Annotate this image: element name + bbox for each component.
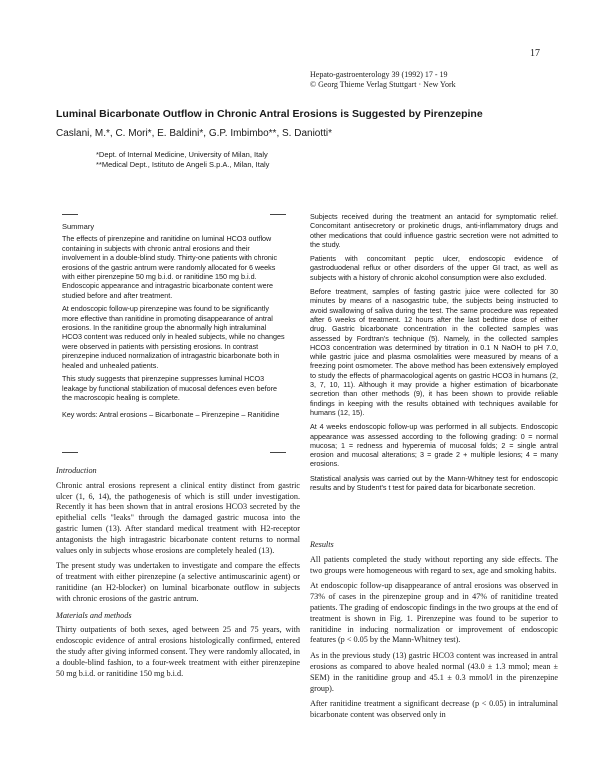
body-paragraph: Statistical analysis was carried out by the Mann-Whitney test for endoscopic results and by Student's t test for paired data for bicarbonate secretion.	[310, 473, 558, 493]
summary-bottom-rule-right	[270, 452, 286, 453]
body-paragraph: Thirty outpatients of both sexes, aged between 25 and 75 years, with endoscopic evidence of antral erosions histologically confirmed, entered the study after giving informed consent. They were randomly allocated, in a double-blind fashion, to a four-week treatment with either pirenzepine 50 mg b.i.d. or ranitidine 150 mg b.i.d.	[56, 625, 300, 678]
methods-heading: Materials and methods	[56, 610, 132, 620]
affiliations	[96, 150, 269, 170]
body-paragraph: All patients completed the study without reporting any side effects. The two groups were homogeneous with regard to sex, age and smoking habits.	[310, 554, 558, 575]
journal-line: © Georg Thieme Verlag Stuttgart · New York	[310, 80, 456, 89]
summary-heading: Summary	[62, 222, 95, 231]
body-paragraph: At 4 weeks endoscopic follow-up was performed in all subjects. Endoscopic appearance was assessed according to the following grading: 0 = normal mucosa; 1 = redness and hyperemia of mucosal folds; 2 = single antral erosion and mucosal alterations; 3 = grade 2 + multiple lesions; 4 = many erosions.	[310, 422, 558, 469]
page-number: 17	[530, 48, 540, 59]
journal-line: Hepato-gastroenterology 39 (1992) 17 - 19	[310, 70, 448, 79]
body-paragraph: After ranitidine treatment a significant decrease (p < 0.05) in intraluminal bicarbonate content was observed only in	[310, 699, 558, 720]
summary-paragraph: The effects of pirenzepine and ranitidine on luminal HCO3 outflow containing in subjects with chronic antral erosions and their involvement in a double-blind study. Thirty-one patients with chronic erosions of the gastric antrum were randomly allocated for 6 weeks with either pirenzepine 50 mg b.i.d. or ranitidine 150 mg b.i.d. Endoscopic appearance and intragastric bicarbonate content were studied before and after treatment.	[62, 234, 278, 300]
body-paragraph: Subjects received during the treatment an antacid for symptomatic relief. Concomitant antisecretory or prokinetic drugs, anti-inflammatory drugs and other medications that could influence gastric secretion were not admitted to the study.	[310, 212, 558, 249]
summary-paragraph: At endoscopic follow-up pirenzepine was found to be significantly more effective than ranitidine in promoting disappearance of antral erosions. In the ranitidine group the abnormally high intraluminal HCO3 content was reduced only in healed subjects, while no changes were observed in patients with persisting erosions. In contrast pirenzepine induced normalization of intragastric bicarbonate both in healed and unhealed patients.	[62, 304, 285, 370]
body-paragraph: Patients with concomitant peptic ulcer, endoscopic evidence of gastroduodenal reflux or other disorders of the upper GI tract, as well as subjects with a history of chronic alcohol consumption were also excluded.	[310, 254, 558, 282]
introduction-heading: Introduction	[56, 466, 97, 475]
keywords: Key words: Antral erosions – Bicarbonate – Pirenzepine – Ranitidine	[62, 410, 280, 420]
body-paragraph: Chronic antral erosions represent a clinical entity distinct from gastric ulcer (1, 6, 14), the pathogenesis of which is still under investigation. Recently it has been shown that in antral erosions HCO3 secreted by the epithelial cells "leaks" through the damaged gastric mucosa into the gastric lumen (13). After standard medical treatment with H2-receptor antagonists the high intragastric bicarbonate content returns to normal values only in subjects whose erosions are completely healed (13).	[56, 480, 300, 555]
summary-paragraph: This study suggests that pirenzepine suppresses luminal HCO3 leakage by functional stabilization of mucosal defences even before the macroscopic healing is complete.	[62, 374, 277, 402]
article-title: Luminal Bicarbonate Outflow in Chronic Antral Erosions is Suggested by Pirenzepine	[56, 108, 483, 120]
journal-reference	[310, 70, 456, 90]
body-paragraph: Before treatment, samples of fasting gastric juice were collected for 30 minutes by means of a nasogastric tube, the subjects being instructed to avoid swallowing of saliva during the test. The same procedure was repeated after 6 weeks of treatment. 12 hours after the last bedtime dose of either drug. Gastric bicarbonate concentration in the collected samples was assessed by Fordtran's technique (5). Namely, in the collected samples HCO3 concentration was determined by titration in 0.1 N NaOH to pH 7.0, while gastric juice and plasma osmolalities were measured by means of a freezing point osmometer. The above method has been extensively employed to study the effects of pharmacological agents on gastric HCO3 in humans (2, 3, 7, 10, 11). Although it may provide a higher estimation of bicarbonate secretion than other methods (9), it has been shown to provide reliable findings in keeping with the results obtained with techniques available for humans (12, 15).	[310, 287, 558, 417]
left-column	[56, 460, 300, 684]
affiliation: **Medical Dept., Istituto de Angeli S.p.A., Milan, Italy	[96, 160, 270, 169]
right-column-top	[310, 212, 558, 497]
summary-top-rule	[62, 214, 78, 215]
body-paragraph: At endoscopic follow-up disappearance of antral erosions was observed in 73% of cases in the pirenzepine group and in 47% of ranitidine treated patients. The grading of endoscopic findings in the two groups at the end of treatment is shown in Fig. 1. Pirenzepine was found to be superior to ranitidine in inducing normalization or improvement of endoscopic features (p < 0.05 by the Mann-Whitney test).	[310, 581, 558, 645]
summary-box	[62, 222, 287, 420]
right-column-bottom	[310, 534, 558, 726]
results-heading: Results	[310, 540, 334, 549]
author-list: Caslani, M.*, C. Mori*, E. Baldini*, G.P. Imbimbo**, S. Daniotti*	[56, 128, 333, 139]
summary-top-rule-right	[270, 214, 286, 215]
summary-bottom-rule	[62, 452, 78, 453]
affiliation: *Dept. of Internal Medicine, University of Milan, Italy	[96, 150, 268, 159]
body-paragraph: The present study was undertaken to investigate and compare the effects of treatment with either pirenzepine (a selective antimuscarinic agent) or ranitidine (an H2-blocker) on luminal bicarbonate outflow in subjects with chronic erosions of the gastric antrum.	[56, 561, 300, 603]
body-paragraph: As in the previous study (13) gastric HCO3 content was increased in antral erosions as compared to above healed normal (43.0 ± 1.3 mmol; mean ± SEM) in the ranitidine group and 45.1 ± 0.3 mmol/l in the pirenzepine group).	[310, 651, 558, 693]
